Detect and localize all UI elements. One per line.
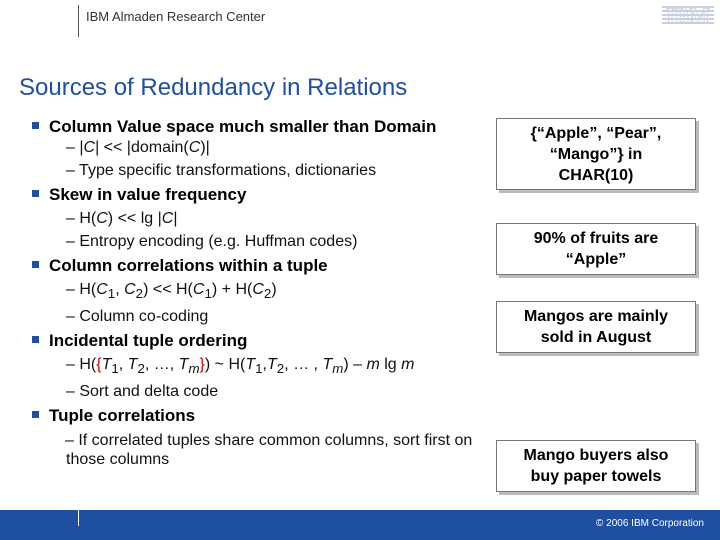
callout-box-3 xyxy=(496,301,696,353)
ibm-logo-text: IBM xyxy=(666,4,710,26)
callout-4-text: Mango buyers also buy paper towels xyxy=(523,447,669,485)
bullet-2-text: Skew in value frequency xyxy=(49,185,247,204)
bullet-3-sub-2: – Column co-coding xyxy=(66,308,209,326)
page-title: Sources of Redundancy in Relations xyxy=(19,74,408,101)
bullet-square-icon xyxy=(32,122,39,129)
callout-1-text: {“Apple”, “Pear”, “Mango”} in CHAR(10) xyxy=(530,124,662,184)
slide-content xyxy=(32,117,482,469)
callout-3-text: Mangos are mainly sold in August xyxy=(523,308,669,346)
bullet-3-sub-1: – $H(C_1$, $C_2) << H(C_1) + H(C_2)$ xyxy=(66,281,277,302)
bullet-2 xyxy=(32,185,482,204)
header-org: IBM Almaden Research Center xyxy=(86,9,266,24)
bullet-1-sub-1: – |C| << |domain(C)| xyxy=(66,139,210,156)
bullet-4 xyxy=(32,331,482,350)
bullet-3-text: Column correlations within a tuple xyxy=(49,256,328,275)
header-divider xyxy=(78,5,79,37)
callout-box-2 xyxy=(496,223,696,275)
footer-copyright: © 2006 IBM Corporation xyxy=(596,518,704,529)
callout-box-1 xyxy=(496,118,696,190)
bullet-2-sub-2: – Entropy encoding (e.g. Huffman codes) xyxy=(66,233,358,250)
bullet-1-text: Column Value space much smaller than Domain xyxy=(49,117,437,136)
bullet-square-icon xyxy=(32,336,39,343)
bullet-4-sub-2: – Sort and delta code xyxy=(66,383,219,401)
bullet-5 xyxy=(32,406,482,425)
ibm-logo xyxy=(662,4,714,26)
bullet-square-icon xyxy=(32,411,39,418)
bullet-2-sub-1: – H(C) << lg |C| xyxy=(66,210,178,227)
bullet-5-text: Tuple correlations xyxy=(49,406,196,426)
bullet-square-icon xyxy=(32,261,39,268)
callout-box-4 xyxy=(496,440,696,492)
callout-2-text: 90% of fruits are “Apple” xyxy=(533,230,659,268)
bullet-4-sub-1: – $H(\{T_1$, $T_2$, …, $T_m$}) ~ $H(T_1,T_2$, … , $T_m$) – m lg m xyxy=(66,356,415,377)
bullet-1-sub-2: – Type specific transformations, dictionaries xyxy=(66,162,377,179)
bullet-4-text: Incidental tuple ordering xyxy=(49,331,248,351)
bullet-1 xyxy=(32,117,482,136)
footer-divider xyxy=(78,510,79,526)
bullet-square-icon xyxy=(32,190,39,197)
bullet-5-sub-1: – If correlated tuples share common columns, sort first on those columns xyxy=(65,432,473,469)
bullet-3 xyxy=(32,256,482,275)
